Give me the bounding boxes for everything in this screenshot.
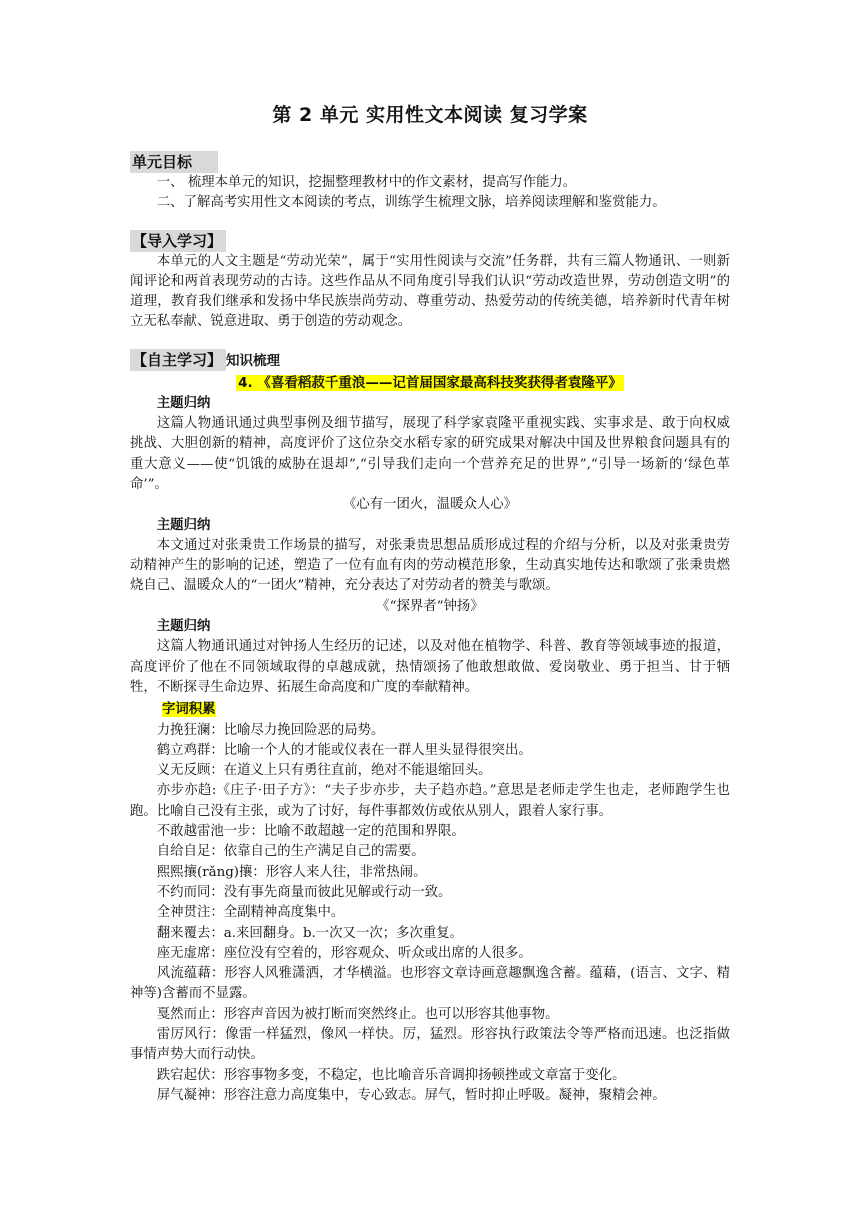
article-2-title: 《心有一团火，温暖众人心》 [342, 497, 518, 513]
vocab-item: 力挽狂澜：比喻尽力挽回险恶的局势。 [156, 722, 385, 738]
intro-heading: 【导入学习】 [130, 230, 226, 252]
vocab-item: 跌宕起伏：形容事物多变，不稳定，也比喻音乐音调抑扬顿挫或文章富于变化。 [156, 1067, 626, 1083]
vocab-item: 熙熙攘(rǎng)攘：形容人来人往，非常热闹。 [156, 864, 427, 880]
vocab-item: 全神贯注：全副精神高度集中。 [156, 905, 345, 921]
intro-section [130, 230, 730, 333]
vocab-item: 翻来覆去：a.来回翻身。b.一次又一次；多次重复。 [156, 925, 464, 941]
document-page [130, 100, 730, 1106]
article-3-text: 这篇人物通讯通过对钟扬人生经历的记述，以及对他在植物学、科普、教育等领域事迹的报道，高度评价了他在不同领域取得的卓越成就，热情颂扬了他敢想敢做、爱岗敬业、勇于担当、甘于牺牲，不断探寻生命边界、拓展生命高度和广度的奉献精神。 [130, 639, 730, 695]
article-1-title: 4. 《喜看稻菽千重浪——记首届国家最高科技奖获得者袁隆平》 [238, 374, 622, 391]
article-2-text: 本文通过对张秉贵工作场景的描写，对张秉贵思想品质形成过程的介绍与分析，以及对张秉贵劳动精神产生的影响的记述，塑造了一位有血有肉的劳动模范形象，生动真实地传达和歌颂了张秉贵燃烧自己、温暖众人的“一团火”精神，充分表达了对劳动者的赞美与歌颂。 [130, 537, 730, 594]
vocab-item: 不敢越雷池一步：比喻不敢超越一定的范围和界限。 [156, 824, 465, 840]
topic-label: 主题归纳 [156, 517, 211, 533]
intro-text: 本单元的人文主题是“劳动光荣”，属于“实用性阅读与交流”任务群，共有三篇人物通讯、一则新闻评论和两首表现劳动的古诗。这些作品从不同角度引导我们认识“劳动改造世界，劳动创造文明”的道理，教育我们继承和发扬中华民族崇尚劳动、尊重劳动、热爱劳动的传统美德，培养新时代青年树立无私奉献、锐意进取、勇于创造的劳动观念。 [130, 253, 730, 330]
vocab-section [130, 698, 730, 1106]
vocab-item: 屏气凝神：形容注意力高度集中，专心致志。屏气，暂时抑止呼吸。凝神，聚精会神。 [156, 1087, 666, 1103]
vocab-item: 戛然而止：形容声音因为被打断而突然终止。也可以形容其他事物。 [156, 1006, 559, 1022]
vocab-item: 风流蕴藉：形容人风雅潇洒，才华横溢。也形容文章诗画意趣飘逸含蓄。蕴藉，(语言、文字、精神等)含蓄而不显露。 [130, 966, 730, 1002]
goal-item: 一、 梳理本单元的知识，挖掘整理教材中的作文素材，提高写作能力。 [156, 175, 577, 190]
article-3-title: 《“探界者”钟扬》 [376, 598, 484, 614]
goals-section [130, 151, 730, 214]
vocab-item: 座无虚席：座位没有空着的，形容观众、听众或出席的人很多。 [156, 945, 532, 961]
goal-item: 二、了解高考实用性文本阅读的考点，训练学生梳理文脉，培养阅读理解和鉴赏能力。 [156, 195, 666, 211]
topic-label: 主题归纳 [156, 395, 211, 411]
vocab-item: 自给自足：依靠自己的生产满足自己的需要。 [156, 844, 425, 860]
goals-heading: 单元目标 [130, 151, 218, 173]
vocab-item: 雷厉风行：像雷一样猛烈，像风一样快。厉，猛烈。形容执行政策法令等严格而迅速。也泛指做事情声势大而行动快。 [130, 1026, 730, 1063]
page-title: 第 2 单元 实用性文本阅读 复习学案 [272, 104, 588, 126]
vocab-item: 亦步亦趋:《庄子·田子方》：“夫子步亦步，夫子趋亦趋。”意思是老师走学生也走，老师跑学生也跑。比喻自己没有主张，或为了讨好，每件事都效仿或依从别人，跟着人家行事。 [130, 783, 730, 819]
topic-label: 主题归纳 [156, 619, 211, 635]
article-1-text: 这篇人物通讯通过典型事例及细节描写，展现了科学家袁隆平重视实践、实事求是、敢于向权威挑战、大胆创新的精神，高度评价了这位杂交水稻专家的研究成果对解决中国及世界粮食问题具有的重大意义——使“饥饿的威胁在退却”,“引导我们走向一个营养充足的世界”,“引导一场新的‘绿色革命’”。 [130, 416, 730, 492]
self-study-heading: 【自主学习】 [130, 349, 226, 371]
article-1-title-row [130, 371, 730, 394]
vocab-item: 不约而同：没有事先商量而彼此见解或行动一致。 [156, 884, 452, 900]
self-study-subheading: 知识梳理 [226, 352, 281, 369]
vocab-item: 义无反顾：在道义上只有勇往直前，绝对不能退缩回头。 [156, 763, 492, 779]
self-study-section [130, 349, 730, 698]
vocab-heading: 字词积累 [162, 702, 216, 718]
vocab-item: 鹤立鸡群：比喻一个人的才能或仪表在一群人里头显得很突出。 [156, 742, 532, 758]
